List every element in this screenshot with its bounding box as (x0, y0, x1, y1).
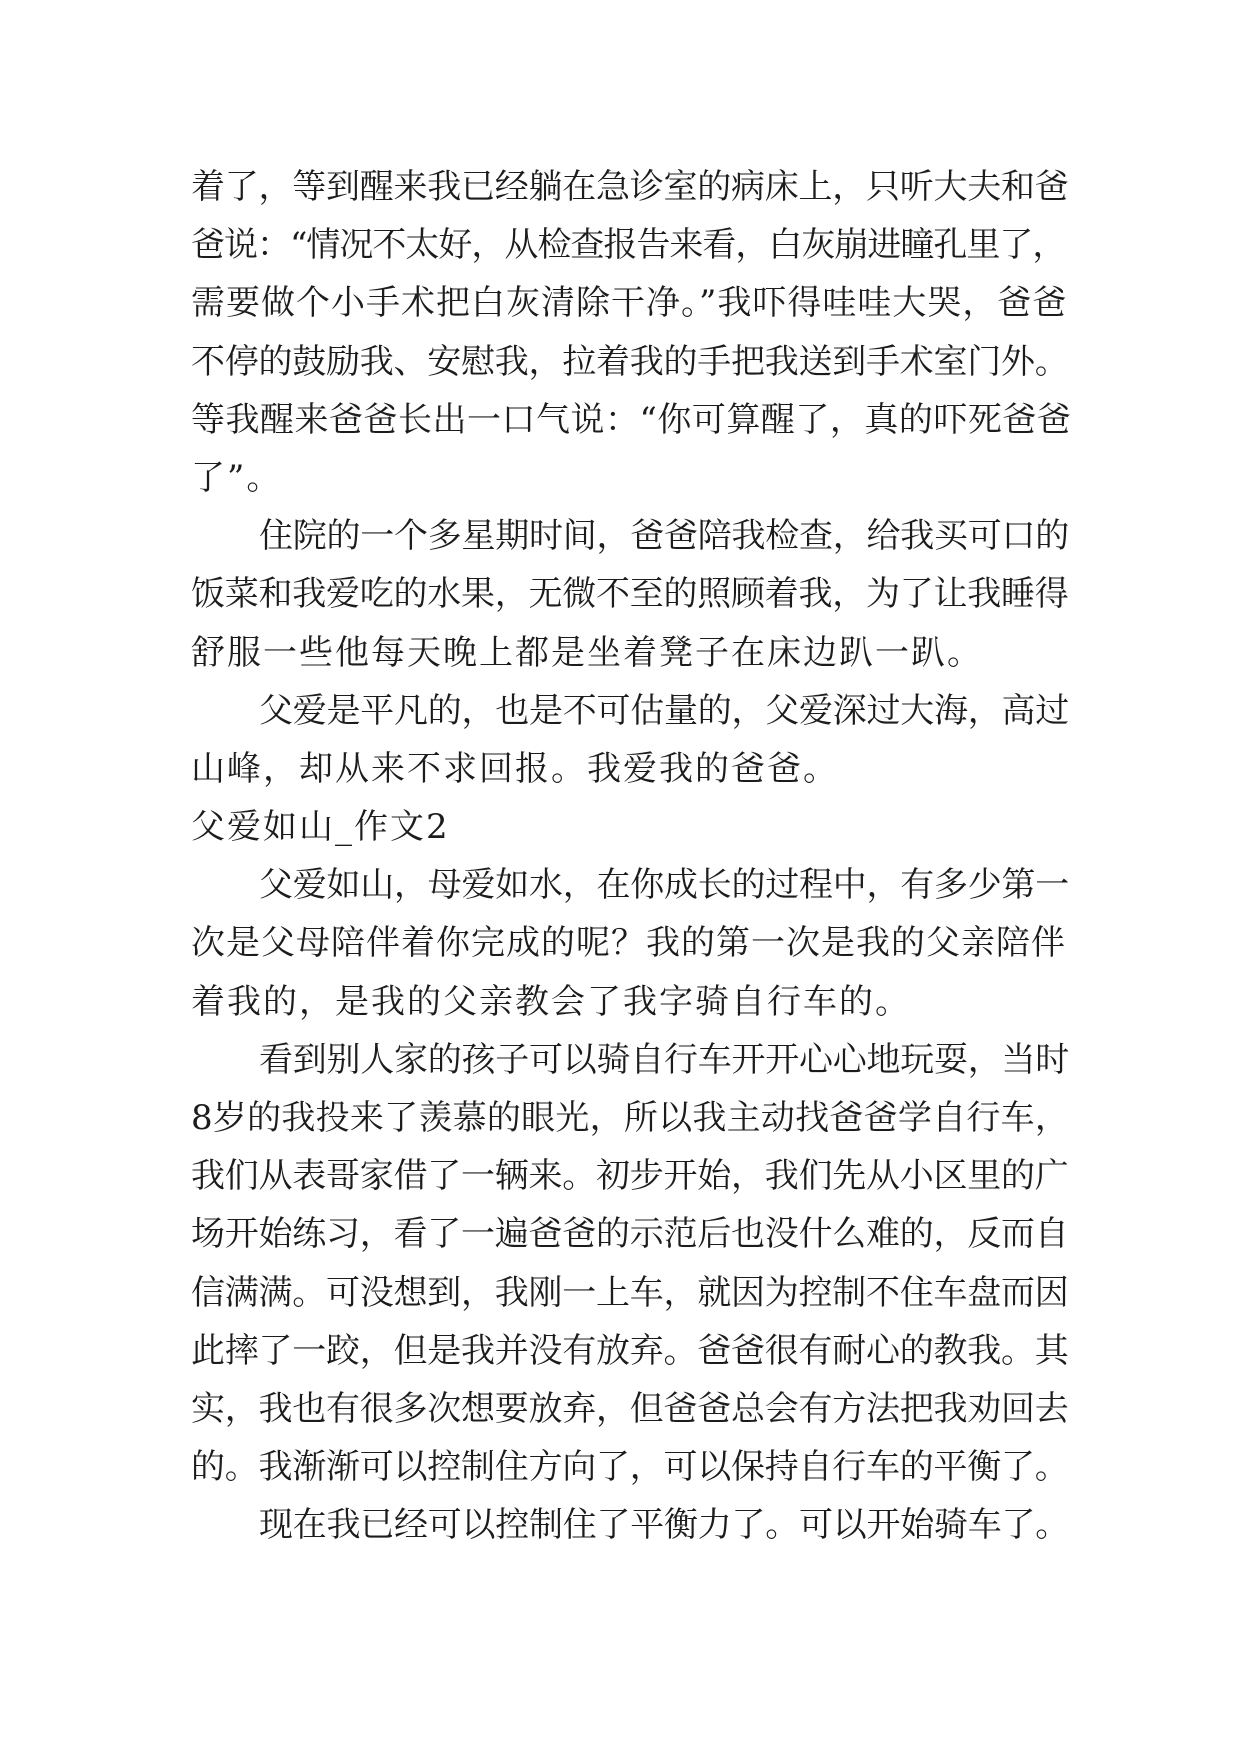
text-line: 了”。 (191, 457, 283, 498)
text-line: 着我的，是我的父亲教会了我字骑自行车的。 (191, 981, 911, 1022)
text-line: 山峰，却从来不求回报。我爱我的爸爸。 (191, 748, 839, 789)
text-line: 父爱是平凡的，也是不可估量的，父爱深过大海，高过 (259, 690, 1069, 731)
text-line: 实，我也有很多次想要放弃，但爸爸总会有方法把我劝回去 (191, 1388, 1069, 1429)
text-line: 住院的一个多星期时间，爸爸陪我检查，给我买可口的 (259, 516, 1069, 557)
text-line: 等我醒来爸爸长出一口气说：“你可算醒了，真的吓死爸爸 (191, 399, 1072, 440)
text-line: 饭菜和我爱吃的水果，无微不至的照顾着我，为了让我睡得 (191, 574, 1069, 615)
text-line: 爸说：“情况不太好，从检查报告来看，白灰崩进瞳孔里了， (191, 225, 1066, 266)
text-line: 8岁的我投来了羡慕的眼光，所以我主动找爸爸学自行车， (191, 1098, 1070, 1138)
document-body (191, 158, 1071, 1555)
text-line: 场开始练习，看了一遍爸爸的示范后也没什么难的，反而自 (191, 1214, 1069, 1255)
text-line: 父爱如山，母爱如水，在你成长的过程中，有多少第一 (259, 865, 1069, 906)
text-line: 父爱如山_作文2 (191, 807, 450, 848)
text-line: 需要做个小手术把白灰清除干净。”我吓得哇哇大哭，爸爸 (191, 283, 1068, 324)
text-line: 着了，等到醒来我已经躺在急诊室的病床上，只听大夫和爸 (191, 167, 1069, 207)
text-line: 舒服一些他每天晚上都是坐着凳子在床边趴一趴。 (191, 632, 983, 673)
text-line: 此摔了一跤，但是我并没有放弃。爸爸很有耐心的教我。其 (191, 1330, 1069, 1371)
text-line: 现在我已经可以控制住了平衡力了。可以开始骑车了。 (259, 1505, 1069, 1546)
text-line: 次是父母陪伴着你完成的呢？我的第一次是我的父亲陪伴 (191, 923, 1066, 964)
text-line: 看到别人家的孩子可以骑自行车开开心心地玩耍，当时 (259, 1039, 1069, 1080)
text-line: 信满满。可没想到，我刚一上车，就因为控制不住车盘而因 (191, 1272, 1069, 1313)
text-line: 不停的鼓励我、安慰我，拉着我的手把我送到手术室门外。 (191, 341, 1069, 382)
text-line: 我们从表哥家借了一辆来。初步开始，我们先从小区里的广 (191, 1156, 1069, 1197)
text-line: 的。我渐渐可以控制住方向了，可以保持自行车的平衡了。 (191, 1447, 1069, 1488)
